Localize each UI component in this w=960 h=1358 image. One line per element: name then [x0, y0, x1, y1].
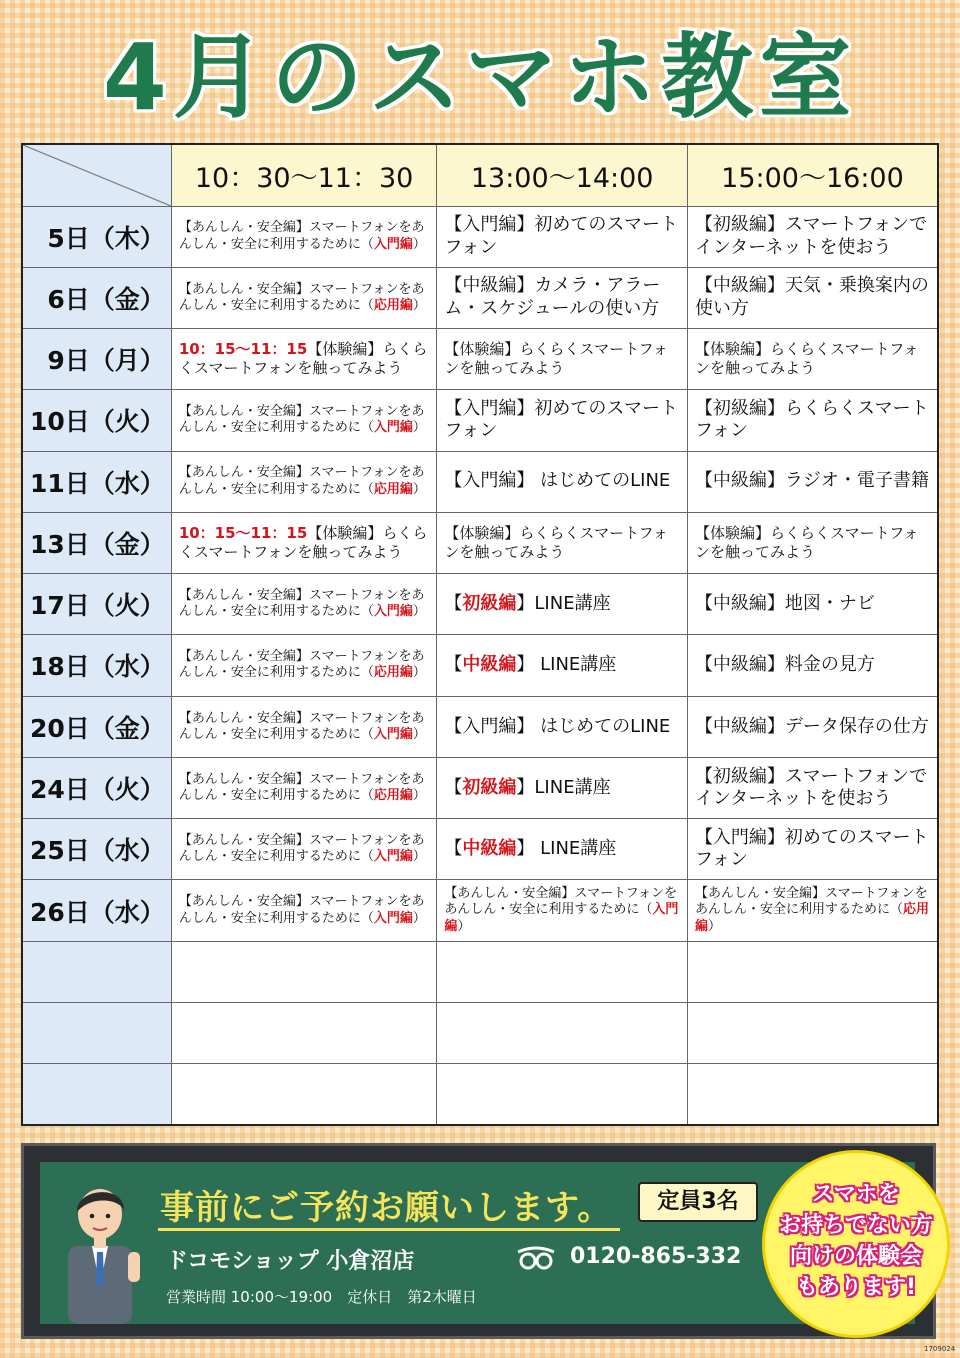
class-text: 【入門編】 はじめてのLINE: [444, 470, 671, 492]
class-text: ）: [412, 910, 426, 926]
empty-row: [22, 1064, 938, 1125]
class-text: 】 LINE講座: [516, 654, 617, 676]
class-text: ）: [412, 788, 426, 804]
class-text: 【入門編】初めてのスマートフォン: [444, 397, 679, 442]
class-text: 】 LINE講座: [516, 838, 617, 860]
highlight-text: 応用編: [373, 665, 413, 681]
schedule-table: [21, 143, 939, 1126]
class-text: ）: [412, 236, 426, 252]
class-cell: [437, 696, 688, 757]
class-cell: [171, 1064, 437, 1125]
notice-underline: [158, 1228, 620, 1231]
class-cell: [687, 880, 938, 941]
class-cell: [437, 267, 688, 328]
class-cell: [437, 390, 688, 451]
highlight-text: 入門編: [373, 420, 413, 436]
class-cell: [687, 267, 938, 328]
date-cell: 11日（水）: [22, 451, 171, 512]
class-text: 【中級編】料金の見方: [694, 654, 875, 676]
class-text: ）: [412, 604, 426, 620]
highlight-text: 10：15～11：15: [178, 524, 308, 543]
class-cell: [687, 390, 938, 451]
class-text: 【あんしん・安全編】スマートフォンをあんしん・安全に利用するために（: [178, 894, 425, 926]
capacity-badge: 定員3名: [638, 1182, 758, 1222]
class-cell: [687, 512, 938, 573]
highlight-text: 入門編: [373, 726, 413, 742]
table-row: [22, 880, 938, 941]
class-text: 【中級編】ラジオ・電子書籍: [694, 470, 929, 492]
class-text: 【中級編】地図・ナビ: [694, 592, 875, 614]
table-row: [22, 512, 938, 573]
date-cell: 17日（火）: [22, 574, 171, 635]
empty-row: [22, 1002, 938, 1063]
class-text: 】LINE講座: [516, 776, 611, 798]
class-cell: [437, 635, 688, 696]
class-cell: [437, 941, 688, 1002]
class-text: 【あんしん・安全編】スマートフォンをあんしん・安全に利用するために（: [178, 220, 425, 252]
badge-line: 向けの体験会: [789, 1244, 922, 1269]
date-cell: 9日（月）: [22, 329, 171, 390]
table-row: [22, 451, 938, 512]
class-cell: [687, 941, 938, 1002]
table-row: [22, 819, 938, 880]
class-text: 【: [444, 838, 463, 860]
highlight-text: 中級編: [462, 654, 517, 676]
class-text: 【体験編】らくらくスマートフォンを触ってみよう: [178, 524, 428, 561]
table-row: [22, 390, 938, 451]
class-cell: [171, 757, 437, 818]
class-text: 【入門編】 はじめてのLINE: [444, 715, 671, 737]
date-cell: 18日（水）: [22, 635, 171, 696]
date-cell: 10日（火）: [22, 390, 171, 451]
phone-number[interactable]: 0120-865-332: [570, 1244, 742, 1269]
highlight-text: 入門編: [373, 604, 413, 620]
class-text: 【初級編】らくらくスマートフォン: [694, 397, 929, 442]
date-cell: 6日（金）: [22, 267, 171, 328]
document-code: 1709024: [924, 1345, 956, 1353]
class-text: ）: [412, 849, 426, 865]
class-text: 【中級編】カメラ・アラーム・スケジュールの使い方: [444, 275, 661, 319]
class-text: ）: [412, 726, 426, 742]
class-text: 【あんしん・安全編】スマートフォンをあんしん・安全に利用するために（: [694, 886, 928, 918]
class-text: ）: [457, 918, 471, 934]
class-cell: [437, 1002, 688, 1063]
class-cell: [171, 390, 437, 451]
trial-event-badge: [762, 1150, 950, 1338]
class-text: 【入門編】初めてのスマートフォン: [444, 214, 679, 258]
class-text: 【初級編】スマートフォンでインターネットを使おう: [694, 214, 928, 258]
column-header: 10：30～11：30: [171, 144, 437, 206]
class-cell: [171, 941, 437, 1002]
date-cell: 24日（火）: [22, 757, 171, 818]
class-cell: [171, 635, 437, 696]
class-cell: [437, 329, 688, 390]
date-cell: 25日（水）: [22, 819, 171, 880]
class-text: 【あんしん・安全編】スマートフォンをあんしん・安全に利用するために（: [178, 587, 425, 620]
class-text: 【中級編】データ保存の仕方: [694, 715, 929, 737]
column-header: 15:00～16:00: [687, 144, 938, 206]
date-cell: [22, 1064, 171, 1125]
table-row: [22, 206, 938, 267]
class-cell: [687, 819, 938, 880]
highlight-text: 応用編: [373, 481, 413, 497]
staff-figure-icon: [50, 1174, 150, 1324]
class-text: 【あんしん・安全編】スマートフォンをあんしん・安全に利用するために（: [178, 649, 425, 681]
highlight-text: 応用編: [373, 788, 413, 804]
badge-line: もあります!: [795, 1275, 917, 1300]
table-row: [22, 574, 938, 635]
table-row: [22, 329, 938, 390]
class-cell: [437, 880, 688, 941]
class-cell: [171, 512, 437, 573]
date-cell: [22, 1002, 171, 1063]
class-text: 【中級編】天気・乗換案内の使い方: [694, 275, 929, 319]
highlight-text: 中級編: [462, 838, 517, 860]
highlight-text: 入門編: [444, 902, 679, 934]
class-text: 【: [444, 776, 463, 798]
class-cell: [687, 696, 938, 757]
class-cell: [171, 574, 437, 635]
highlight-text: 入門編: [373, 910, 413, 926]
class-cell: [437, 206, 688, 267]
class-cell: [437, 1064, 688, 1125]
table-corner: [22, 144, 171, 206]
class-text: ）: [412, 665, 426, 681]
class-cell: [437, 757, 688, 818]
class-cell: [437, 451, 688, 512]
class-text: 【体験編】らくらくスマートフォンを触ってみよう: [694, 524, 919, 561]
class-text: 【あんしん・安全編】スマートフォンをあんしん・安全に利用するために（: [178, 281, 425, 313]
class-text: 【: [444, 592, 463, 614]
class-text: 【あんしん・安全編】スマートフォンをあんしん・安全に利用するために（: [178, 833, 425, 865]
class-cell: [171, 696, 437, 757]
empty-row: [22, 941, 938, 1002]
table-row: [22, 267, 938, 328]
badge-line: お持ちでない方: [779, 1213, 933, 1238]
class-text: 【あんしん・安全編】スマートフォンをあんしん・安全に利用するために（: [178, 404, 425, 436]
highlight-text: 初級編: [462, 592, 517, 614]
class-cell: [687, 206, 938, 267]
date-cell: 26日（水）: [22, 880, 171, 941]
class-text: ）: [412, 297, 426, 313]
free-dial-icon: [516, 1246, 556, 1272]
class-text: 【あんしん・安全編】スマートフォンをあんしん・安全に利用するために（: [444, 886, 678, 918]
class-cell: [687, 635, 938, 696]
business-hours: 営業時間 10:00～19:00 定休日 第2木曜日: [166, 1288, 477, 1306]
table-row: [22, 757, 938, 818]
page-title: 4月のスマホ教室: [102, 24, 858, 131]
class-cell: [687, 1064, 938, 1125]
class-text: ）: [707, 918, 721, 934]
class-text: 【体験編】らくらくスマートフォンを触ってみよう: [178, 340, 428, 378]
table-row: [22, 696, 938, 757]
shop-name: ドコモショップ 小倉沼店: [166, 1249, 415, 1274]
highlight-text: 初級編: [462, 776, 517, 798]
class-text: 【: [444, 654, 463, 676]
class-cell: [687, 574, 938, 635]
class-cell: [437, 819, 688, 880]
class-text: 【あんしん・安全編】スマートフォンをあんしん・安全に利用するために（: [178, 465, 425, 497]
table-row: [22, 635, 938, 696]
class-cell: [171, 206, 437, 267]
highlight-text: 応用編: [694, 902, 929, 934]
class-text: 【入門編】初めてのスマートフォン: [694, 826, 929, 871]
class-text: 【体験編】らくらくスマートフォンを触ってみよう: [694, 340, 919, 378]
class-cell: [171, 819, 437, 880]
class-text: 【体験編】らくらくスマートフォンを触ってみよう: [444, 340, 668, 378]
reservation-notice: 事前にご予約お願いします。: [160, 1188, 613, 1228]
class-text: 】LINE講座: [516, 592, 611, 614]
class-cell: [171, 267, 437, 328]
date-cell: [22, 941, 171, 1002]
class-text: 【初級編】スマートフォンでインターネットを使おう: [694, 765, 928, 810]
column-header: 13:00～14:00: [437, 144, 688, 206]
class-cell: [437, 574, 688, 635]
class-cell: [171, 451, 437, 512]
date-cell: 20日（金）: [22, 696, 171, 757]
highlight-text: 10：15～11：15: [178, 340, 308, 359]
class-text: 【あんしん・安全編】スマートフォンをあんしん・安全に利用するために（: [178, 771, 425, 804]
class-text: 【あんしん・安全編】スマートフォンをあんしん・安全に利用するために（: [178, 710, 425, 742]
class-text: ）: [412, 481, 426, 497]
highlight-text: 入門編: [373, 849, 413, 865]
class-cell: [171, 329, 437, 390]
class-cell: [687, 757, 938, 818]
date-cell: 13日（金）: [22, 512, 171, 573]
class-text: ）: [412, 420, 426, 436]
class-cell: [171, 1002, 437, 1063]
class-text: 【体験編】らくらくスマートフォンを触ってみよう: [444, 524, 668, 561]
date-cell: 5日（木）: [22, 206, 171, 267]
class-cell: [687, 329, 938, 390]
class-cell: [687, 1002, 938, 1063]
highlight-text: 応用編: [373, 297, 413, 313]
class-cell: [171, 880, 437, 941]
class-cell: [437, 512, 688, 573]
highlight-text: 入門編: [373, 236, 413, 252]
badge-line: スマホを: [812, 1182, 900, 1207]
class-cell: [687, 451, 938, 512]
